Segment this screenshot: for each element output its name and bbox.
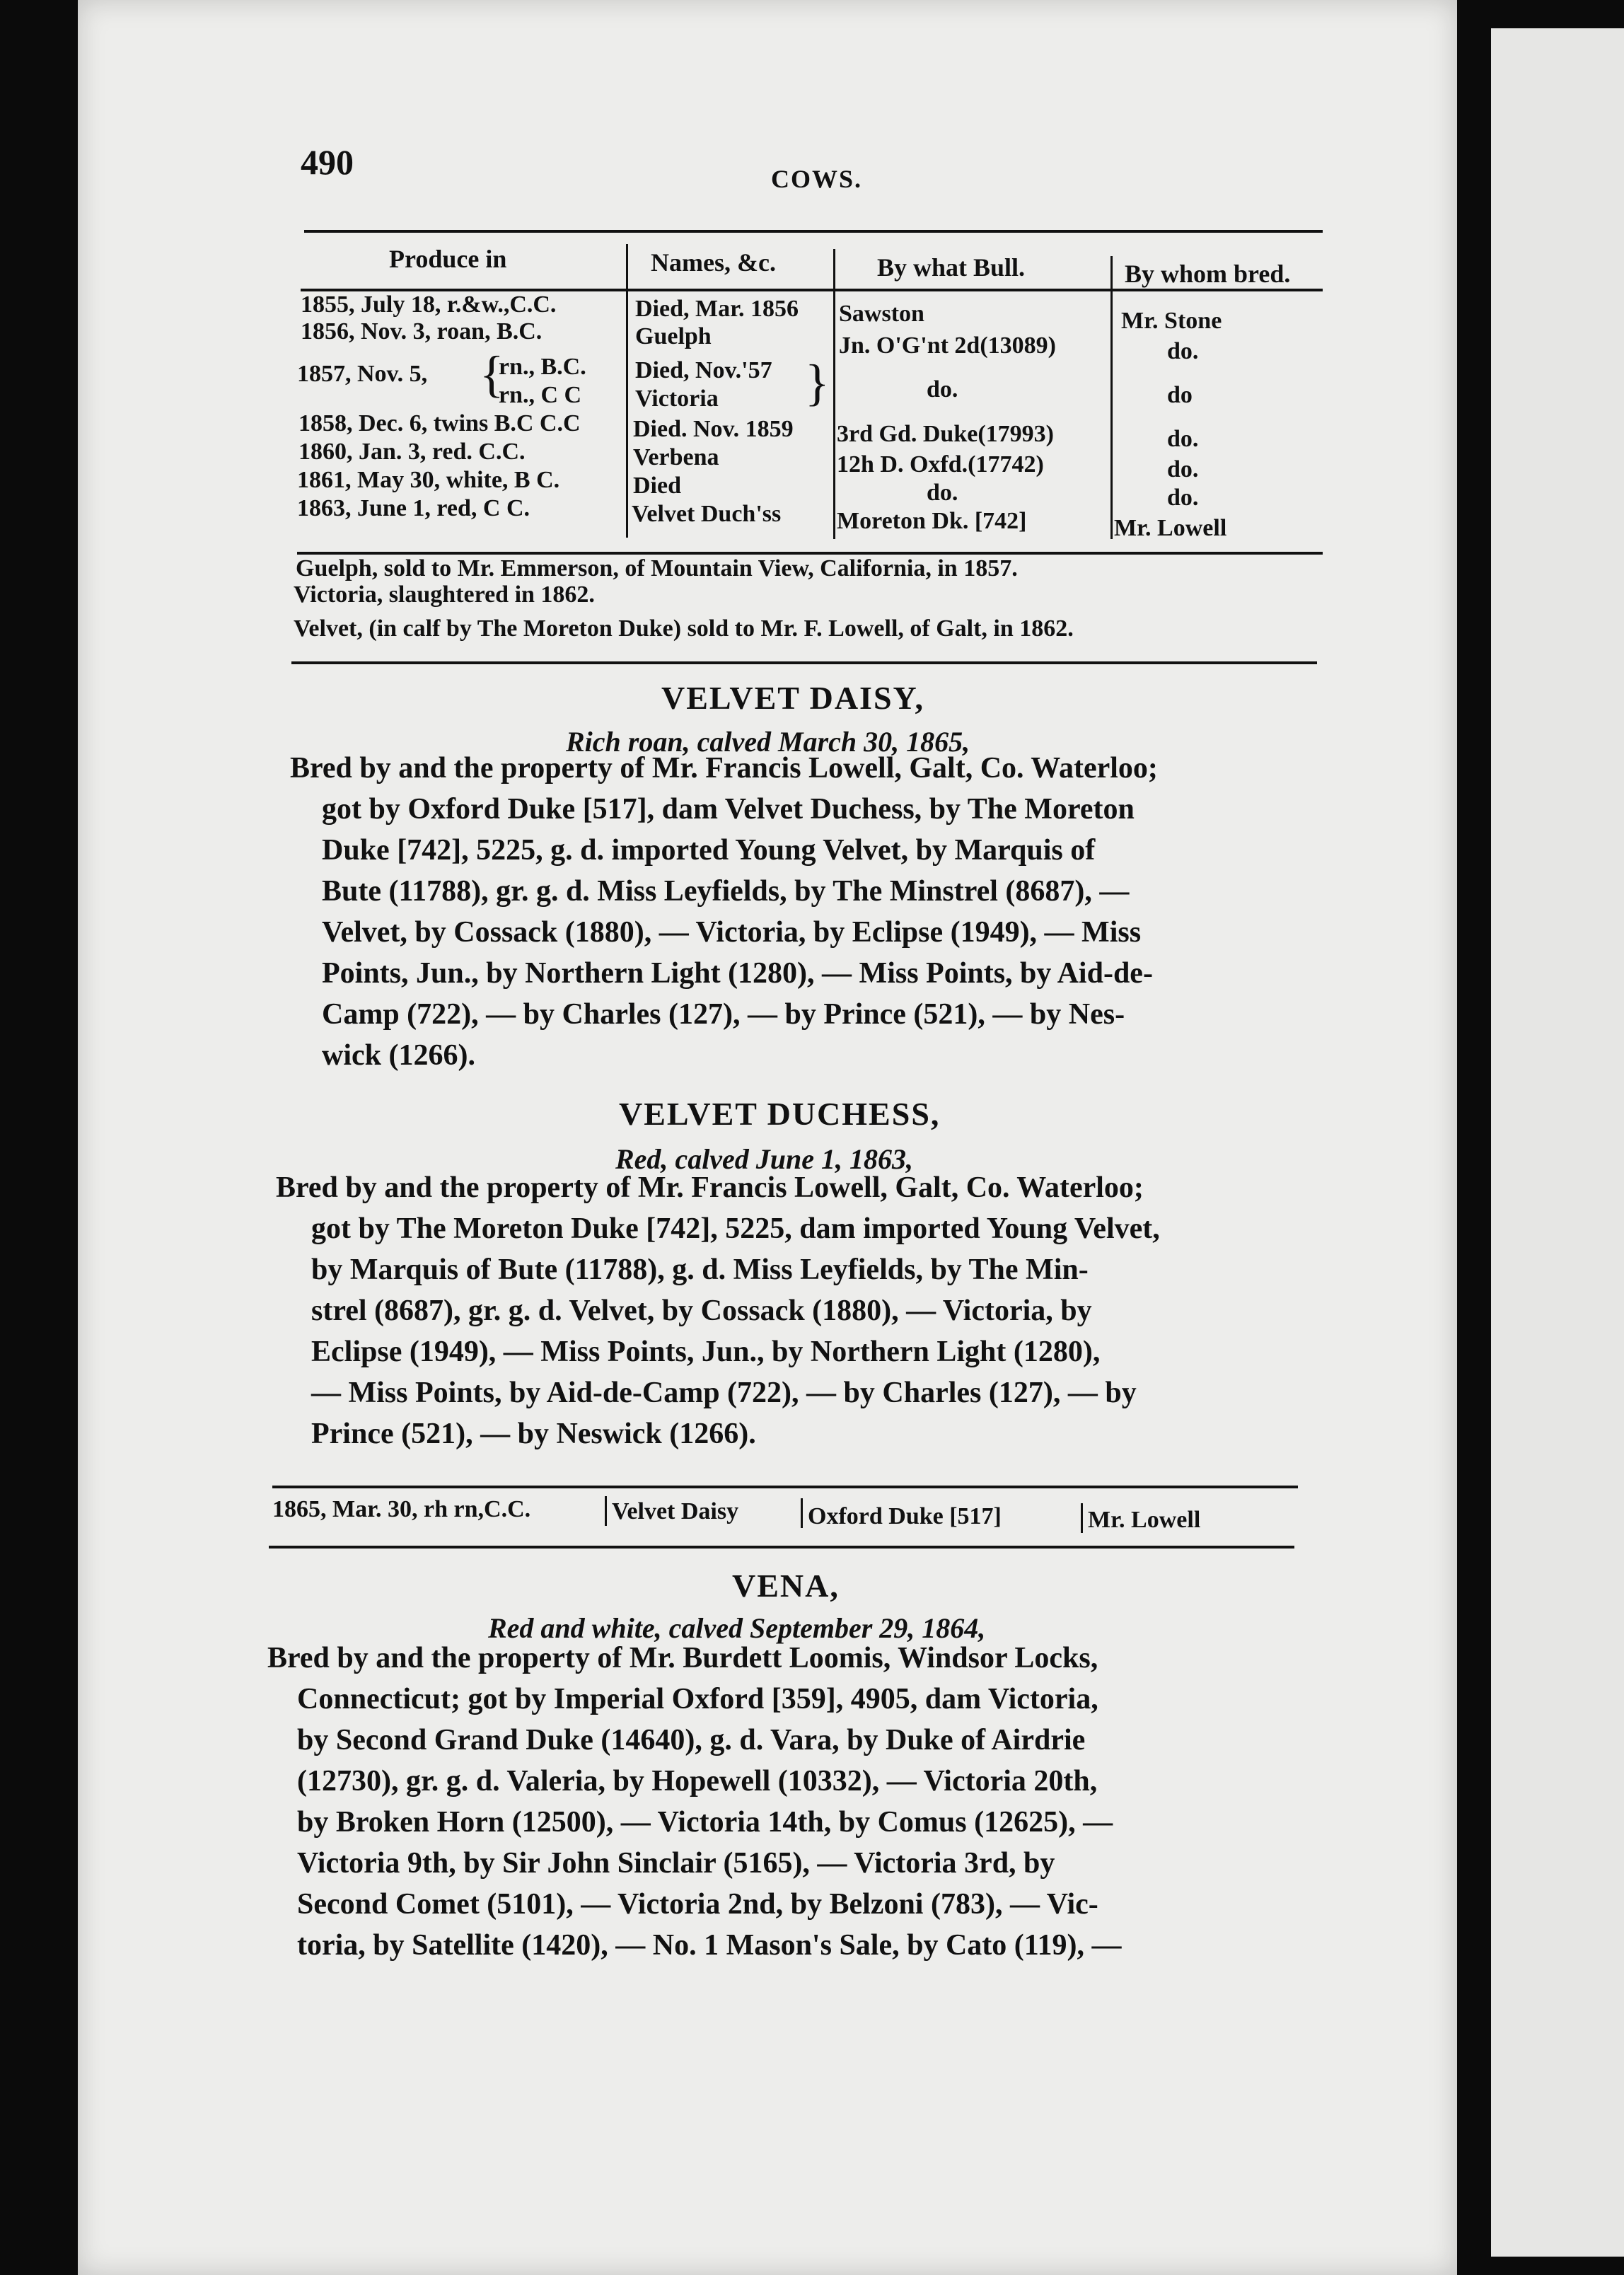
cell-produce: 1863, June 1, red, C C.	[297, 495, 530, 521]
body-line: Connecticut; got by Imperial Oxford [359], 4905, dam Victoria,	[297, 1683, 1098, 1715]
col-header-bull: By what Bull.	[877, 253, 1026, 282]
col-separator	[1081, 1503, 1083, 1533]
cell-bull: Oxford Duke [517]	[808, 1503, 1002, 1529]
cell-bred: do	[1167, 382, 1193, 408]
cell-name: Died, Mar. 1856	[635, 296, 799, 322]
body-line: Bute (11788), gr. g. d. Miss Leyfields, by The Minstrel (8687), —	[322, 875, 1130, 908]
body-line: by Marquis of Bute (11788), g. d. Miss Leyfields, by The Min-	[311, 1254, 1089, 1286]
cell-name: Died	[633, 473, 681, 499]
page-number: 490	[301, 142, 354, 182]
cell-produce-sub: rn., B.C.	[499, 354, 586, 380]
entry-subtitle: Red and white, calved September 29, 1864,	[488, 1612, 986, 1644]
body-line: Victoria 9th, by Sir John Sinclair (5165), — Victoria 3rd, by	[297, 1847, 1055, 1880]
body-line: Bred by and the property of Mr. Francis Lowell, Galt, Co. Waterloo;	[290, 752, 1158, 785]
table-note: Velvet, (in calf by The Moreton Duke) sold to Mr. F. Lowell, of Galt, in 1862.	[294, 615, 1074, 642]
entry-subtitle: Rich roan, calved March 30, 1865,	[566, 726, 970, 758]
cell-bull: 3rd Gd. Duke(17993)	[837, 421, 1054, 447]
body-line: Duke [742], 5225, g. d. imported Young Velvet, by Marquis of	[322, 834, 1096, 867]
table-note: Guelph, sold to Mr. Emmerson, of Mountain View, California, in 1857.	[296, 555, 1018, 581]
body-line: Prince (521), — by Neswick (1266).	[311, 1418, 756, 1450]
body-line: Eclipse (1949), — Miss Points, Jun., by Northern Light (1280),	[311, 1336, 1101, 1368]
cell-name: Verbena	[633, 444, 719, 470]
table-note: Victoria, slaughtered in 1862.	[294, 581, 595, 608]
entry-title: VELVET DAISY,	[661, 680, 925, 716]
body-line: Camp (722), — by Charles (127), — by Prince (521), — by Nes-	[322, 998, 1125, 1031]
row-brace: {	[480, 346, 504, 403]
cell-produce: 1861, May 30, white, B C.	[297, 467, 560, 493]
cell-bull: do.	[927, 376, 958, 403]
cell-name: Velvet Duch'ss	[632, 501, 782, 527]
cell-bull: 12h D. Oxfd.(17742)	[837, 451, 1044, 477]
cell-produce: 1860, Jan. 3, red. C.C.	[298, 439, 526, 465]
body-line: Velvet, by Cossack (1880), — Victoria, by Eclipse (1949), — Miss	[322, 916, 1142, 949]
body-line: by Broken Horn (12500), — Victoria 14th, by Comus (12625), —	[297, 1806, 1113, 1839]
col-header-produce: Produce in	[389, 245, 507, 273]
body-line: Bred by and the property of Mr. Burdett Loomis, Windsor Locks,	[267, 1642, 1098, 1674]
cell-name: Guelph	[635, 323, 712, 349]
cell-name-sub: Victoria	[635, 386, 719, 412]
body-line: got by The Moreton Duke [742], 5225, dam imported Young Velvet,	[311, 1212, 1160, 1245]
body-line: (12730), gr. g. d. Valeria, by Hopewell (10332), — Victoria 20th,	[297, 1765, 1098, 1798]
cell-bull: Jn. O'G'nt 2d(13089)	[839, 332, 1056, 359]
cell-produce: 1856, Nov. 3, roan, B.C.	[301, 318, 543, 345]
cell-bull: do.	[927, 480, 958, 506]
cell-bred: Mr. Lowell	[1114, 515, 1227, 541]
cell-bred: Mr. Lowell	[1088, 1507, 1201, 1533]
col-separator	[605, 1496, 607, 1526]
section-rule	[291, 661, 1317, 664]
row-brace: }	[805, 354, 830, 411]
cell-name: Velvet Daisy	[612, 1498, 739, 1524]
body-line: wick (1266).	[322, 1039, 475, 1072]
cell-produce-sub: rn., C C	[499, 382, 582, 408]
cell-bred: Mr. Stone	[1121, 308, 1222, 334]
cell-bred: do.	[1167, 485, 1199, 511]
col-header-bred: By whom bred.	[1125, 260, 1291, 288]
cell-bred: do.	[1167, 426, 1199, 452]
cell-produce: 1855, July 18, r.&w.,C.C.	[301, 291, 557, 318]
body-line: toria, by Satellite (1420), — No. 1 Mason's Sale, by Cato (119), —	[297, 1929, 1122, 1962]
cell-bred: do.	[1167, 338, 1199, 364]
body-line: Bred by and the property of Mr. Francis Lowell, Galt, Co. Waterloo;	[276, 1171, 1144, 1204]
entry-title: VELVET DUCHESS,	[619, 1096, 941, 1132]
cell-name: Died, Nov.'57	[635, 357, 772, 383]
body-line: by Second Grand Duke (14640), g. d. Vara, by Duke of Airdrie	[297, 1724, 1086, 1756]
cell-bred: do.	[1167, 456, 1199, 482]
body-line: Points, Jun., by Northern Light (1280), — Miss Points, by Aid-de-	[322, 957, 1153, 990]
entry-title: VENA,	[732, 1568, 840, 1604]
adjacent-page-edge	[1491, 28, 1624, 2257]
col-header-names: Names, &c.	[651, 248, 776, 277]
cell-bull: Moreton Dk. [742]	[837, 508, 1027, 534]
produce-row-bottom-rule	[269, 1546, 1294, 1548]
cell-produce: 1857, Nov. 5,	[297, 361, 428, 387]
cell-produce: 1865, Mar. 30, rh rn,C.C.	[272, 1496, 531, 1522]
cell-bull: Sawston	[839, 301, 924, 327]
entry-subtitle: Red, calved June 1, 1863,	[615, 1143, 914, 1175]
page-gutter	[1457, 0, 1491, 2275]
col-separator	[833, 249, 835, 539]
body-line: got by Oxford Duke [517], dam Velvet Duchess, by The Moreton	[322, 793, 1135, 826]
table-bottom-rule	[297, 552, 1323, 555]
cell-name: Died. Nov. 1859	[633, 416, 794, 442]
produce-row-top-rule	[272, 1486, 1298, 1488]
body-line: strel (8687), gr. g. d. Velvet, by Cossack (1880), — Victoria, by	[311, 1295, 1092, 1327]
body-line: Second Comet (5101), — Victoria 2nd, by Belzoni (783), — Vic-	[297, 1888, 1098, 1921]
running-title: COWS.	[771, 165, 863, 193]
cell-produce: 1858, Dec. 6, twins B.C C.C	[298, 410, 581, 436]
table-top-rule	[304, 230, 1323, 233]
col-separator	[626, 244, 628, 538]
body-line: — Miss Points, by Aid-de-Camp (722), — by Charles (127), — by	[311, 1377, 1137, 1409]
col-separator	[1110, 256, 1113, 539]
col-separator	[801, 1498, 803, 1528]
